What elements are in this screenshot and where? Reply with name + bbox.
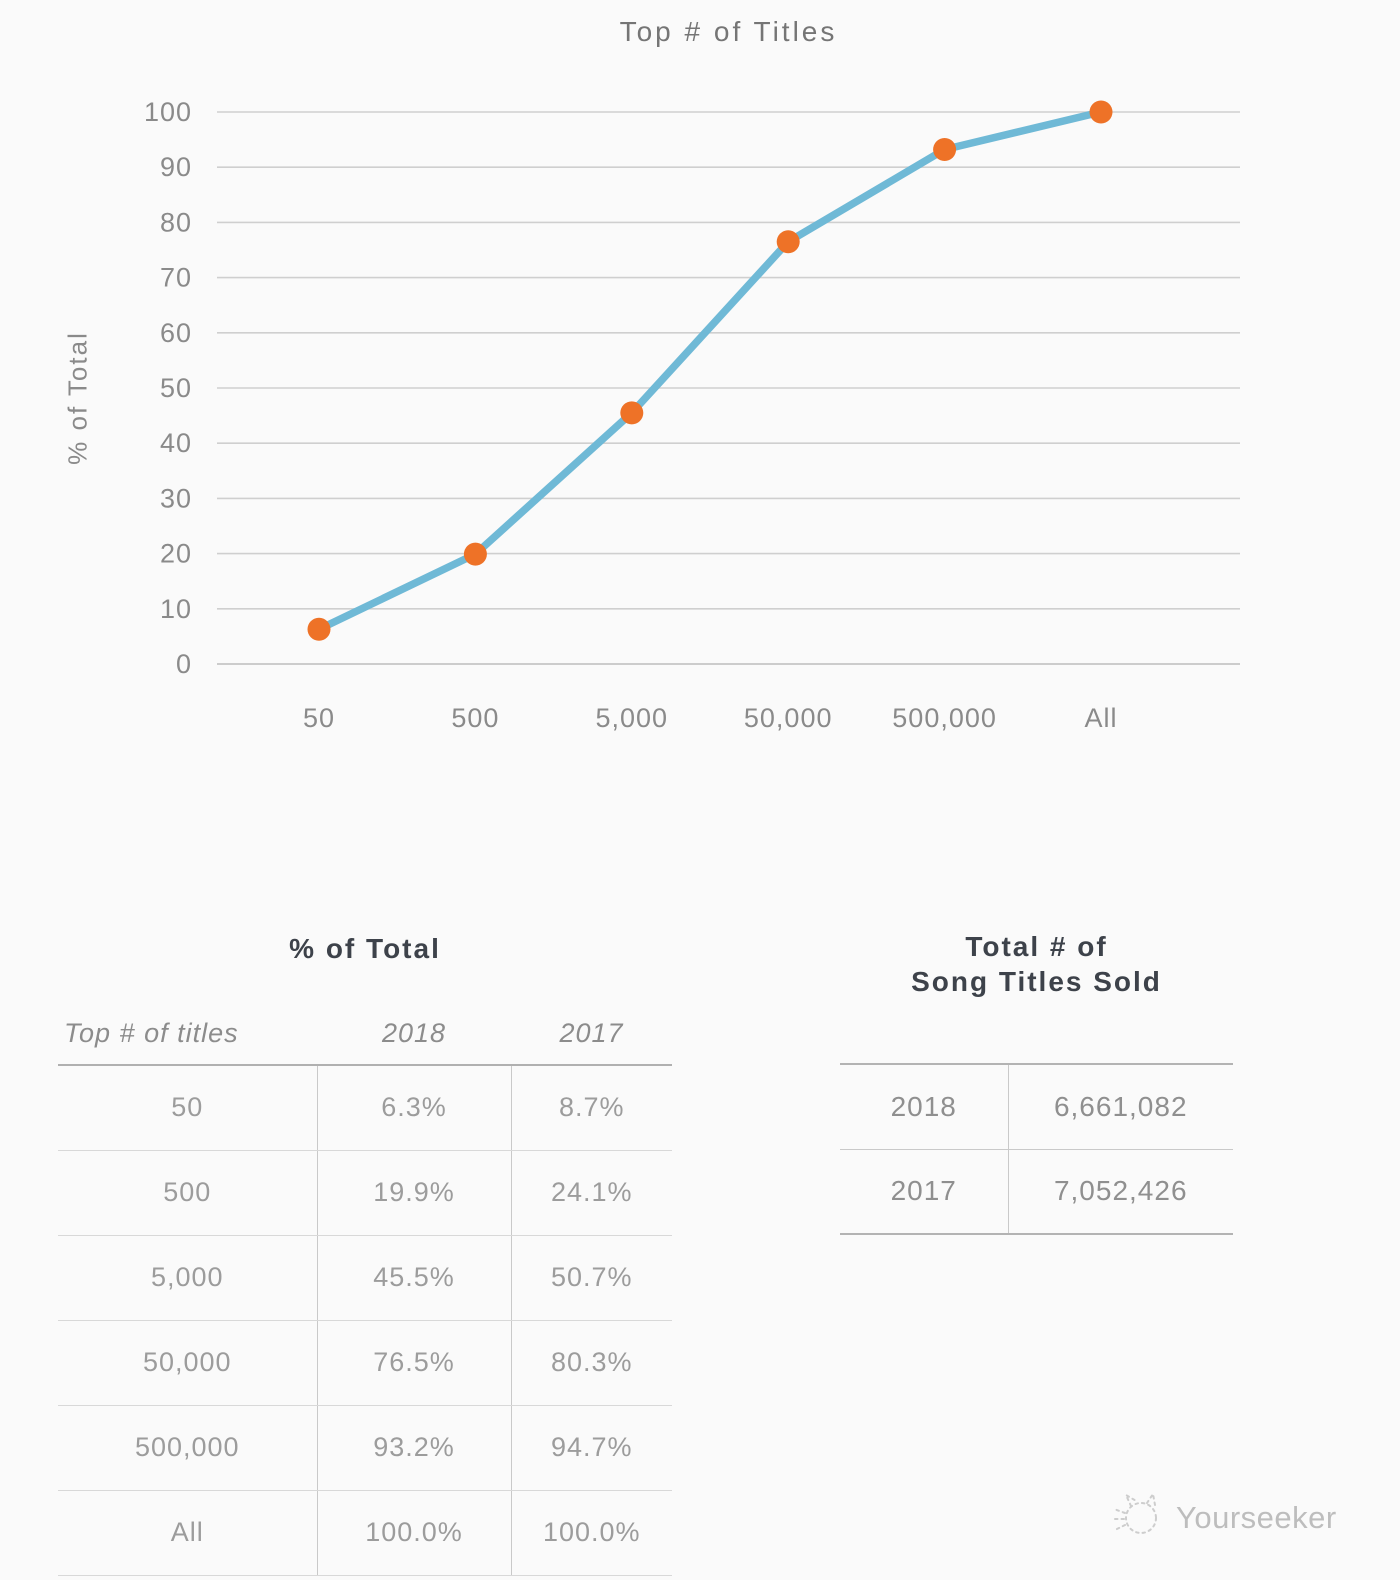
yourseeker-logo-icon — [1110, 1490, 1164, 1545]
value-2018: 45.5% — [317, 1235, 511, 1320]
x-tick-label: All — [1084, 703, 1118, 733]
value-2017: 100.0% — [511, 1490, 672, 1575]
column-header-2017: 2017 — [511, 1003, 672, 1065]
titles-sold-value: 7,052,426 — [1008, 1149, 1233, 1234]
y-tick-label: 0 — [175, 649, 192, 679]
x-tick-label: 50 — [302, 703, 336, 733]
watermark — [1110, 1490, 1337, 1545]
value-2018: 76.5% — [317, 1320, 511, 1405]
sold-table-title-line1: Total # of — [965, 931, 1108, 962]
value-2017: 80.3% — [511, 1320, 672, 1405]
value-2018: 19.9% — [317, 1150, 511, 1235]
value-2017: 94.7% — [511, 1405, 672, 1490]
sold-table-body — [840, 1064, 1233, 1234]
percent-table-title: % of Total — [289, 933, 441, 964]
y-tick-label: 90 — [159, 152, 192, 183]
data-point — [308, 618, 331, 641]
value-2017: 50.7% — [511, 1235, 672, 1320]
chart-title: Top # of Titles — [619, 16, 838, 47]
x-tick-label: 500 — [451, 703, 500, 733]
value-2018: 6.3% — [317, 1065, 511, 1150]
row-label: All — [58, 1490, 317, 1575]
value-2017: 24.1% — [511, 1150, 672, 1235]
table-row — [58, 1490, 672, 1575]
series-line-2018 — [319, 112, 1101, 629]
value-2018: 100.0% — [317, 1490, 511, 1575]
percent-of-total-table — [58, 1003, 672, 1576]
row-label: 50,000 — [58, 1320, 317, 1405]
titles-sold-table — [840, 1063, 1233, 1235]
y-tick-label: 50 — [159, 373, 192, 403]
percent-table-body — [58, 1065, 672, 1575]
y-tick-label: 80 — [159, 207, 192, 238]
table-row — [58, 1320, 672, 1405]
table-row — [840, 1064, 1233, 1149]
y-axis-label: % of Total — [62, 331, 93, 465]
data-point — [1090, 101, 1113, 124]
table-row — [58, 1405, 672, 1490]
y-tick-label: 100 — [143, 97, 192, 127]
y-tick-label: 20 — [159, 538, 192, 569]
column-header-top-titles: Top # of titles — [58, 1003, 317, 1065]
data-point — [777, 230, 800, 253]
column-header-2018: 2018 — [317, 1003, 511, 1065]
table-row — [58, 1065, 672, 1150]
y-tick-label: 10 — [159, 593, 192, 624]
sold-table-title — [840, 929, 1233, 999]
line-chart — [0, 0, 1400, 780]
row-label: 50 — [58, 1065, 317, 1150]
x-tick-label: 5,000 — [595, 703, 669, 733]
year-label: 2018 — [840, 1064, 1008, 1149]
y-tick-label: 60 — [159, 317, 192, 348]
row-label: 500 — [58, 1150, 317, 1235]
row-label: 5,000 — [58, 1235, 317, 1320]
y-tick-label: 30 — [159, 483, 192, 514]
x-tick-label: 500,000 — [892, 703, 997, 733]
value-2018: 93.2% — [317, 1405, 511, 1490]
table-row — [58, 1235, 672, 1320]
table-row — [58, 1150, 672, 1235]
data-point — [620, 401, 643, 424]
row-label: 500,000 — [58, 1405, 317, 1490]
titles-sold-value: 6,661,082 — [1008, 1064, 1233, 1149]
value-2017: 8.7% — [511, 1065, 672, 1150]
watermark-text: Yourseeker — [1176, 1499, 1337, 1535]
table-row — [840, 1149, 1233, 1234]
sold-table-title-line2: Song Titles Sold — [911, 966, 1162, 997]
data-point — [464, 543, 487, 566]
y-tick-label: 70 — [159, 262, 192, 293]
x-tick-label: 50,000 — [743, 703, 833, 733]
y-tick-label: 40 — [159, 428, 192, 459]
data-point — [933, 138, 956, 161]
percent-table-header-row — [58, 1003, 672, 1065]
year-label: 2017 — [890, 1175, 957, 1207]
